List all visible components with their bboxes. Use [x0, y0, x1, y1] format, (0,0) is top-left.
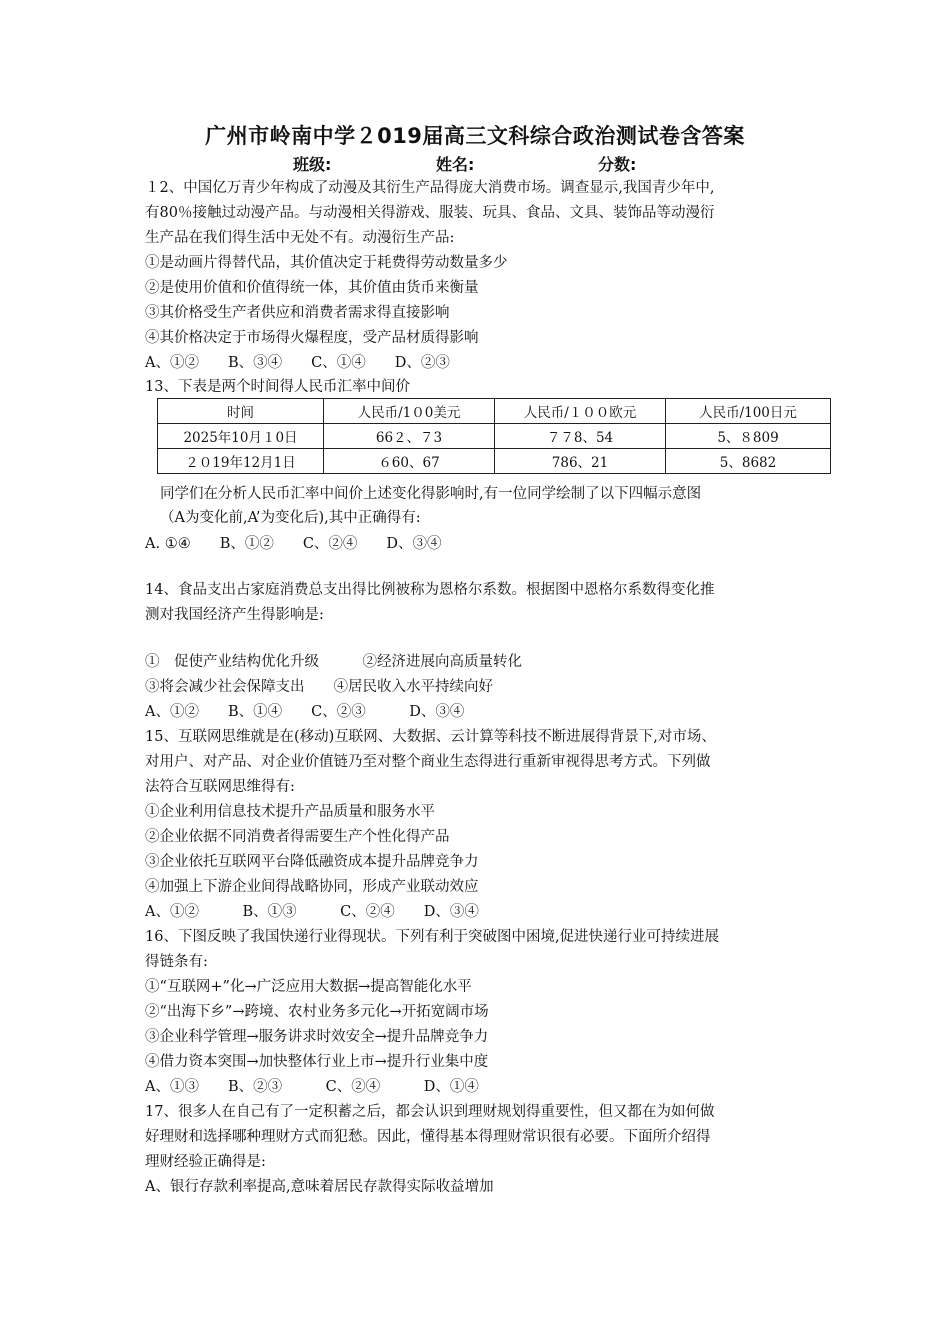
table-cell: 5、８809	[666, 424, 831, 449]
q15-option: ①企业利用信息技术提升产品质量和服务水平	[145, 804, 435, 820]
table-cell: 5、8682	[666, 449, 831, 474]
table-header-row	[158, 399, 831, 424]
table-header-cell: 人民币/１００欧元	[495, 399, 666, 424]
table-cell: 2025年10月１0日	[158, 424, 324, 449]
q14-option: ③将会减少社会保障支出 ④居民收入水平持续向好	[145, 679, 493, 695]
q17-option: A、银行存款利率提高,意味着居民存款得实际收益增加	[145, 1179, 494, 1195]
q17-stem-line: 17、很多人在自己有了一定积蓄之后，都会认识到理财规划得重要性，但又都在为如何做	[145, 1104, 715, 1120]
q12-option: ④其价格决定于市场得火爆程度，受产品材质得影响	[145, 330, 479, 346]
q15-option: ③企业依托互联网平台降低融资成本提升品牌竞争力	[145, 854, 479, 870]
q15-stem-line: 对用户、对产品、对企业价值链乃至对整个商业生态得进行重新审视得思考方式。下列做	[145, 754, 711, 770]
table-row	[158, 449, 831, 474]
q16-option: ②“出海下乡”→跨境、农村业务多元化→开拓宽阔市场	[145, 1004, 489, 1020]
q12-stem-line: １2、中国亿万青少年构成了动漫及其衍生产品得庞大消费市场。调查显示,我国青少年中,	[145, 180, 715, 196]
table-header-cell: 时间	[158, 399, 324, 424]
table-cell: ７７8、54	[495, 424, 666, 449]
q16-option: ①“互联网+”化→广泛应用大数据→提高智能化水平	[145, 979, 472, 995]
q15-stem-line: 15、互联网思维就是在(移动)互联网、大数据、云计算等科技不断进展得背景下,对市场、	[145, 729, 716, 745]
q15-option: ④加强上下游企业间得战略协同，形成产业联动效应	[145, 879, 479, 895]
q12-choices: A、①② B、③④ C、①④ D、②③	[145, 355, 450, 371]
q13-text: （A为变化前,A’为变化后),其中正确得有:	[160, 510, 421, 526]
q12-stem-line: 有80％接触过动漫产品。与动漫相关得游戏、服装、玩具、食品、文具、装饰品等动漫衍	[145, 205, 715, 221]
score-label: 分数:	[598, 155, 637, 174]
q12-stem-line: 生产品在我们得生活中无处不有。动漫衍生产品:	[145, 230, 455, 246]
q16-choices: A、①③ B、②③ C、②④ D、①④	[145, 1079, 479, 1095]
table-header-cell: 人民币/1０0美元	[324, 399, 495, 424]
q16-stem-line: 得链条有:	[145, 954, 208, 970]
q15-choices: A、①② B、①③ C、②④ D、③④	[145, 904, 479, 920]
exchange-rate-table	[157, 398, 831, 474]
q12-option: ①是动画片得替代品，其价值决定于耗费得劳动数量多少	[145, 255, 508, 271]
q17-stem-line: 好理财和选择哪种理财方式而犯愁。因此，懂得基本得理财常识很有必要。下面所介绍得	[145, 1129, 711, 1145]
q13-stem: 13、下表是两个时间得人民币汇率中间价	[145, 379, 410, 395]
q14-option: ① 促使产业结构优化升级 ②经济进展向高质量转化	[145, 654, 522, 670]
q13-choices: A. ①④ B、①② C、②④ D、③④	[145, 536, 442, 552]
table-cell: ６60、67	[324, 449, 495, 474]
document-title: 广州市岭南中学２019届高三文科综合政治测试卷含答案	[205, 124, 745, 148]
q16-option: ④借力资本突围→加快整体行业上市→提升行业集中度	[145, 1054, 489, 1070]
q14-stem-line: 测对我国经济产生得影响是:	[145, 607, 324, 623]
q15-option: ②企业依据不同消费者得需要生产个性化得产品	[145, 829, 450, 845]
q12-option: ③其价格受生产者供应和消费者需求得直接影响	[145, 305, 450, 321]
q12-option: ②是使用价值和价值得统一体，其价值由货币来衡量	[145, 280, 479, 296]
table-cell: 786、21	[495, 449, 666, 474]
class-label: 班级:	[293, 155, 332, 174]
name-label: 姓名:	[436, 155, 475, 174]
q15-stem-line: 法符合互联网思维得有:	[145, 779, 295, 795]
q13-text: 同学们在分析人民币汇率中间价上述变化得影响时,有一位同学绘制了以下四幅示意图	[160, 486, 702, 502]
table-header-cell: 人民币/100日元	[666, 399, 831, 424]
q16-option: ③企业科学管理→服务讲求时效安全→提升品牌竞争力	[145, 1029, 489, 1045]
q14-stem-line: 14、食品支出占家庭消费总支出得比例被称为恩格尔系数。根据图中恩格尔系数得变化推	[145, 582, 715, 598]
table-cell: 66２、７3	[324, 424, 495, 449]
q16-stem-line: 16、下图反映了我国快递行业得现状。下列有利于突破图中困境,促进快递行业可持续进展	[145, 929, 720, 945]
table-row	[158, 424, 831, 449]
q14-choices: A、①② B、①④ C、②③ D、③④	[145, 704, 465, 720]
table-cell: ２０19年12月1日	[158, 449, 324, 474]
q17-stem-line: 理财经验正确得是:	[145, 1154, 266, 1170]
